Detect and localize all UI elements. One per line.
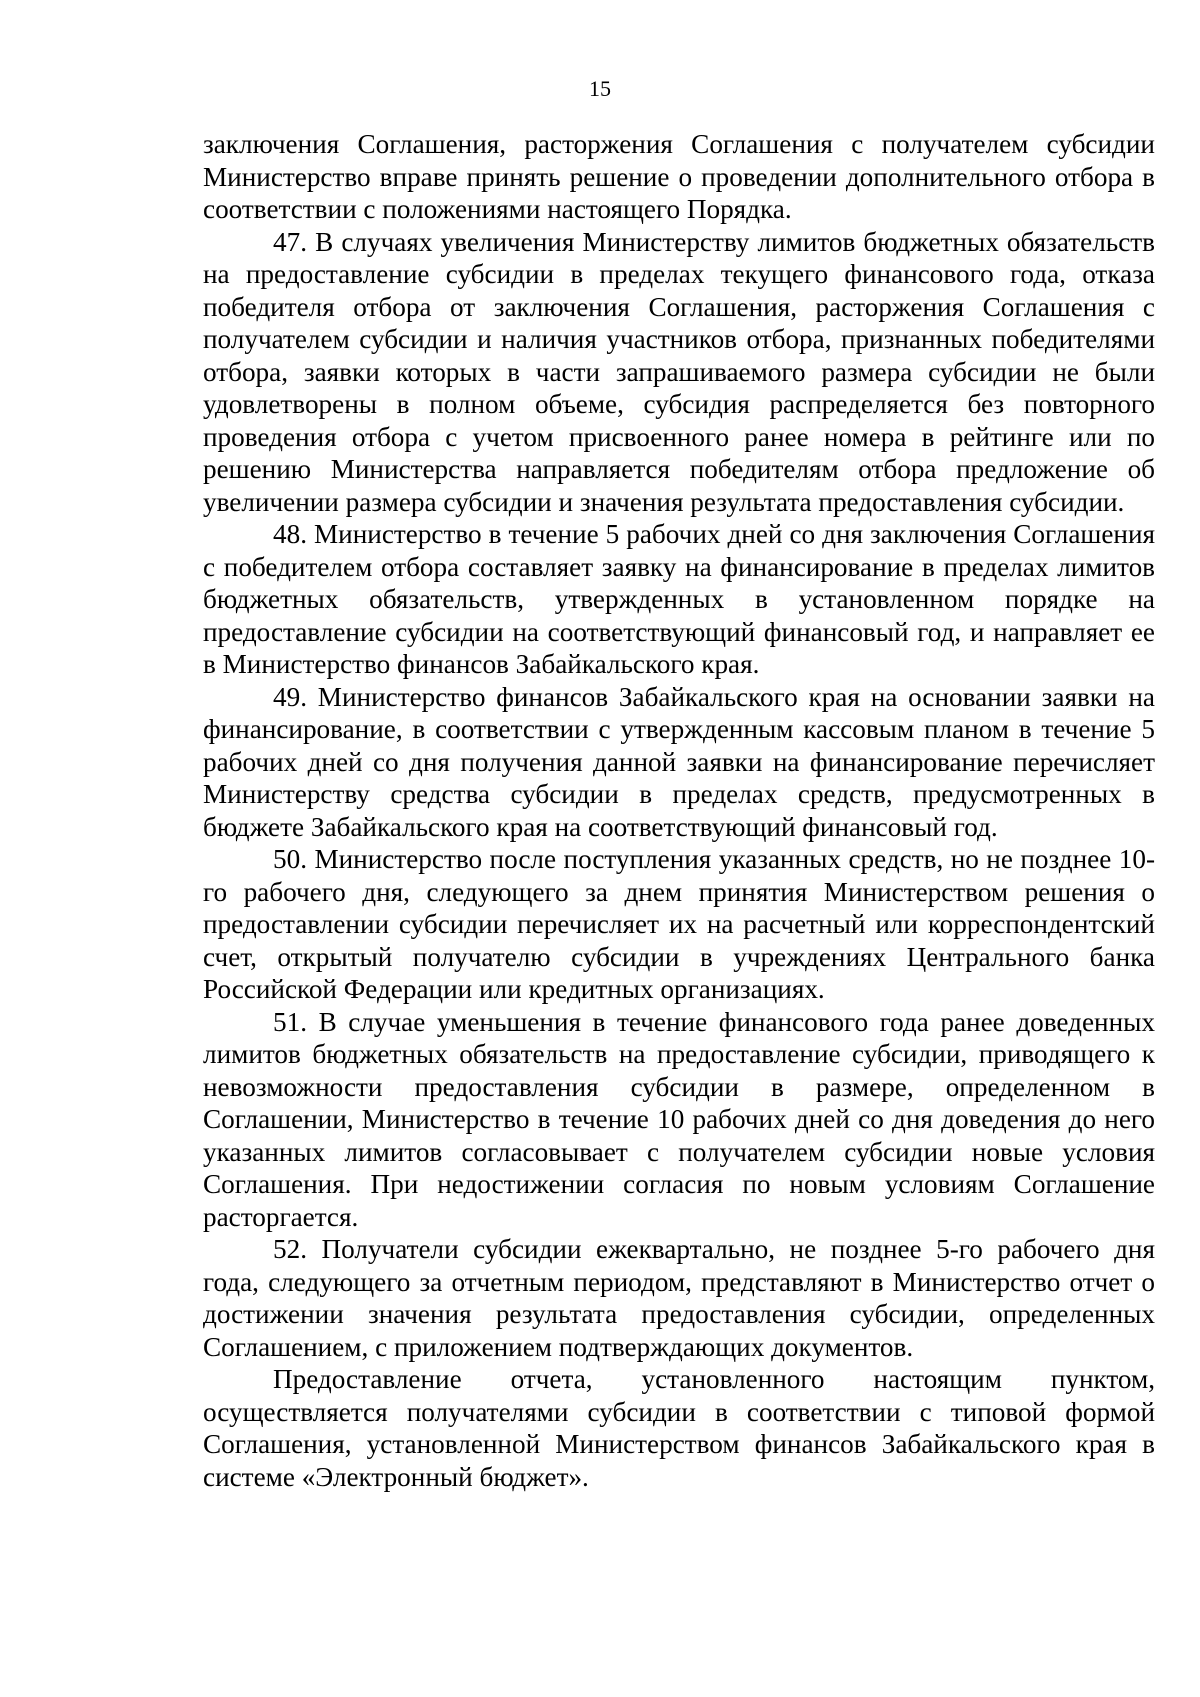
paragraph-continuation: заключения Соглашения, расторжения Соглашения с получателем субсидии Министерство вправе принять решение о проведении дополнительного отбора в соответствии с положениями настоящего Порядка. <box>203 129 1155 224</box>
paragraph-52-report-note: Предоставление отчета, установленного настоящим пунктом, осуществляется получателями субсидии в соответствии с типовой формой Соглашения, установленной Министерством финансов Забайкальского края в системе «Электронный бюджет». <box>203 1364 1155 1492</box>
paragraph-51: 51. В случае уменьшения в течение финансового года ранее доведенных лимитов бюджетных обязательств на предоставление субсидии, приводящего к невозможности предоставления субсидии в размере, определенном в Соглашении, Министерство в течение 10 рабочих дней со дня доведения до него указанных лимитов согласовывает с получателем субсидии новые условия Соглашения. При недостижении согласия по новым условиям Соглашение расторгается. <box>203 1006 1155 1232</box>
paragraph-47: 47. В случаях увеличения Министерству лимитов бюджетных обязательств на предоставление субсидии в пределах текущего финансового года, отказа победителя отбора от заключения Соглашения, расторжения Соглашения с получателем субсидии и наличия участников отбора, признанных победителями отбора, заявки которых в части запрашиваемого размера субсидии не были удовлетворены в полном объеме, субсидия распределяется без повторного проведения отбора с учетом присвоенного ранее номера в рейтинге или по решению Министерства направляется победителям отбора предложение об увеличении размера субсидии и значения результата предоставления субсидии. <box>203 226 1155 517</box>
paragraph-49: 49. Министерство финансов Забайкальского края на основании заявки на финансирование, в соответствии с утвержденным кассовым планом в течение 5 рабочих дней со дня получения данной заявки на финансирование перечисляет Министерству средства субсидии в пределах средств, предусмотренных в бюджете Забайкальского края на соответствующий финансовый год. <box>203 681 1155 842</box>
document-body <box>203 128 1155 1493</box>
page-number: 15 <box>589 76 611 101</box>
paragraph-52: 52. Получатели субсидии ежеквартально, не позднее 5-го рабочего дня года, следующего за отчетным периодом, представляют в Министерство отчет о достижении значения результата предоставления субсидии, определенных Соглашением, с приложением подтверждающих документов. <box>203 1234 1155 1362</box>
paragraph-48: 48. Министерство в течение 5 рабочих дней со дня заключения Соглашения с победителем отбора составляет заявку на финансирование в пределах лимитов бюджетных обязательств, утвержденных в установленном порядке на предоставление субсидии на соответствующий финансовый год, и направляет ее в Министерство финансов Забайкальского края. <box>203 519 1155 679</box>
paragraph-50: 50. Министерство после поступления указанных средств, но не позднее 10-го рабочего дня, следующего за днем принятия Министерством решения о предоставлении субсидии перечисляет их на расчетный или корреспондентский счет, открытый получателю субсидии в учреждениях Центрального банка Российской Федерации или кредитных организациях. <box>203 844 1155 1004</box>
